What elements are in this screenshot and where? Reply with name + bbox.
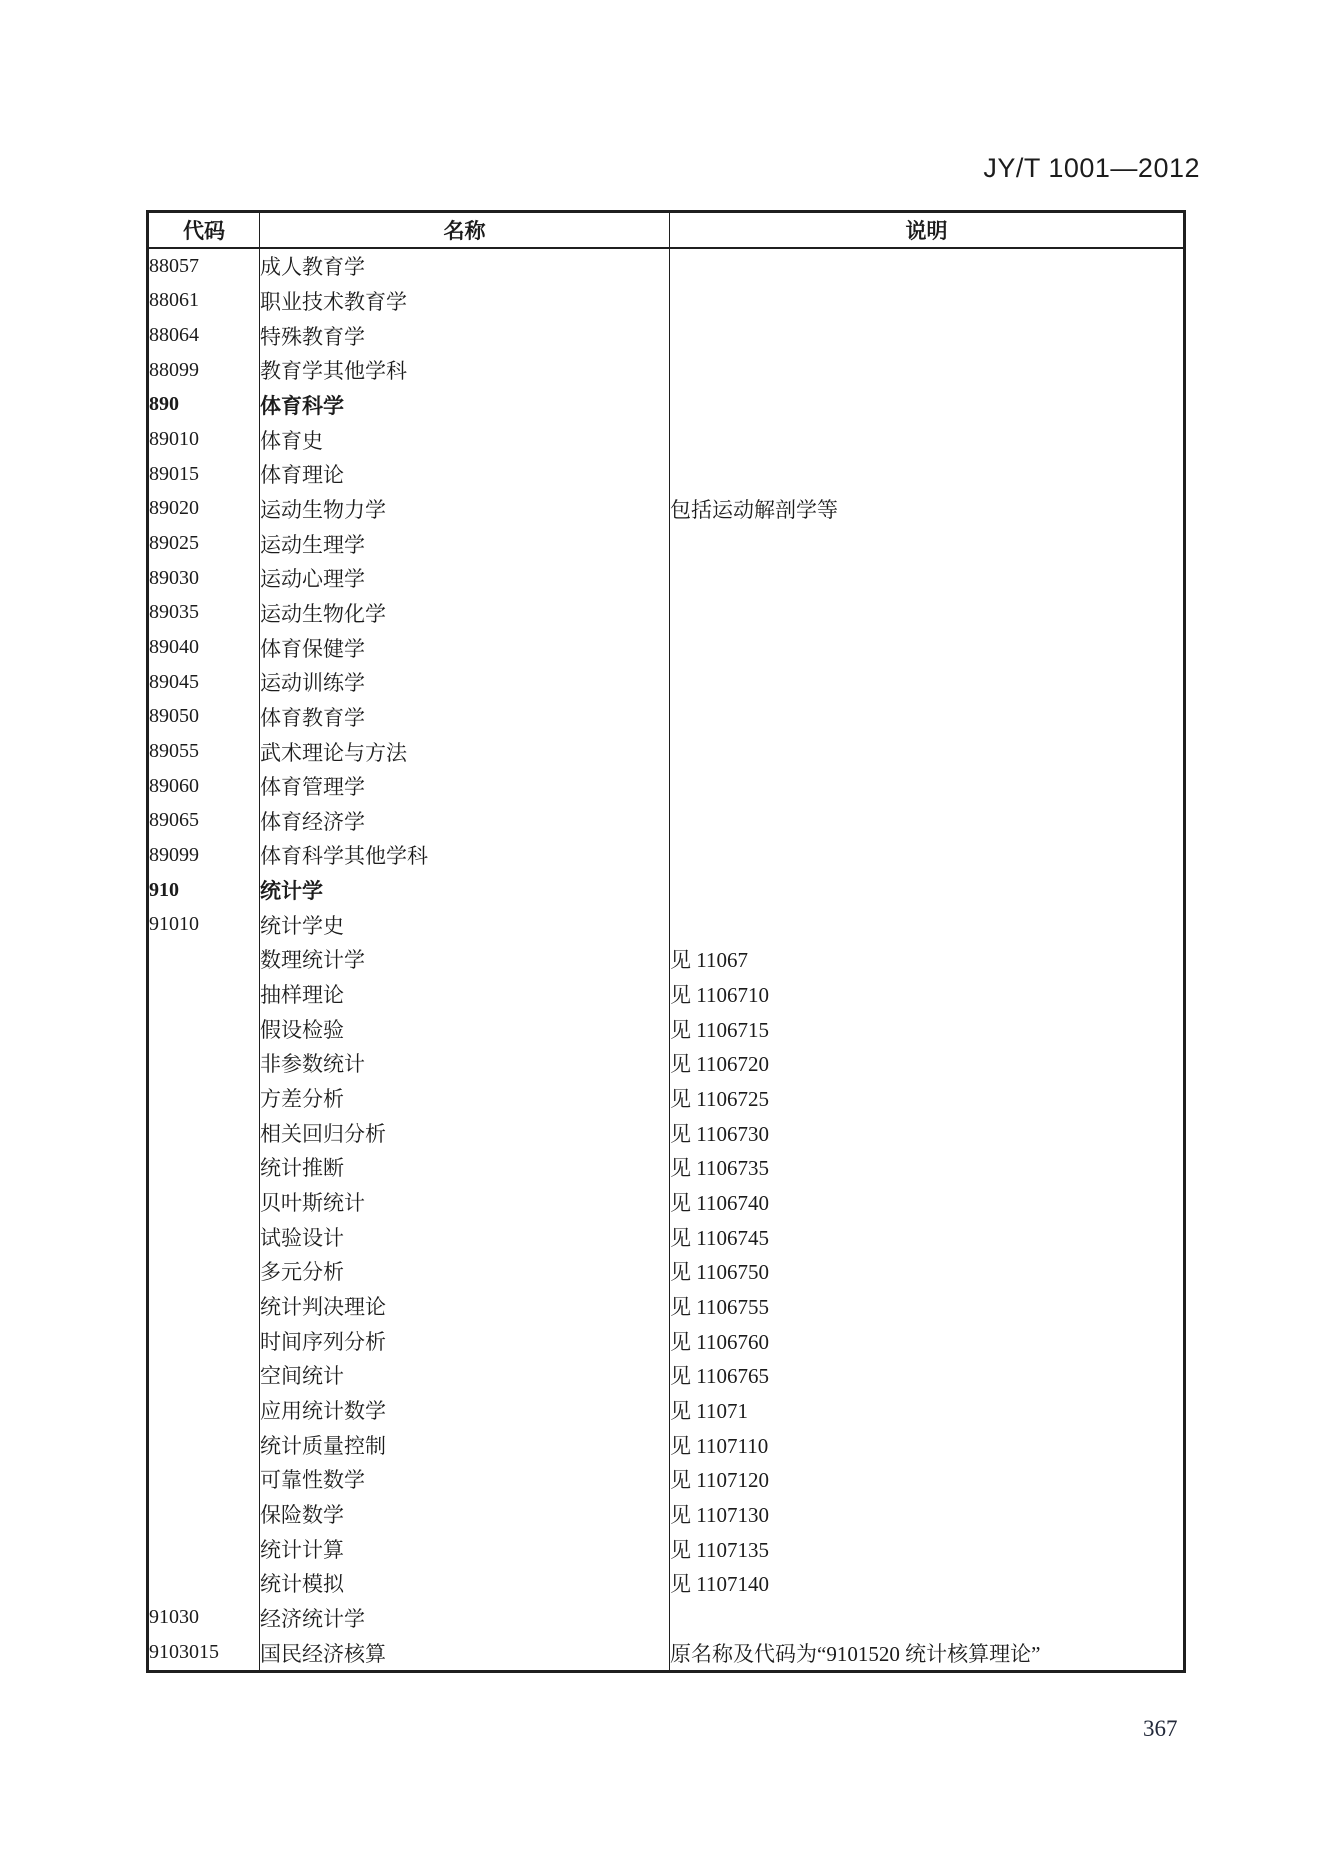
column-header-name: 名称 bbox=[260, 212, 670, 249]
cell-note bbox=[670, 1601, 1185, 1636]
cell-name: 保险数学 bbox=[260, 1497, 670, 1532]
cell-name: 体育史 bbox=[260, 422, 670, 457]
cell-note: 见 11067 bbox=[670, 942, 1185, 977]
cell-code: 91030 bbox=[149, 1606, 199, 1629]
cell-code bbox=[148, 1323, 260, 1358]
cell-name: 多元分析 bbox=[260, 1254, 670, 1289]
cell-note bbox=[670, 318, 1185, 353]
table-row bbox=[148, 700, 1185, 735]
table-row bbox=[148, 873, 1185, 908]
cell-code bbox=[148, 942, 260, 977]
cell-name: 统计学 bbox=[260, 873, 670, 908]
table-row bbox=[148, 318, 1185, 353]
table-row bbox=[148, 492, 1185, 527]
table-body bbox=[148, 248, 1185, 1671]
cell-note bbox=[670, 353, 1185, 388]
cell-name: 体育保健学 bbox=[260, 630, 670, 665]
cell-note bbox=[670, 248, 1185, 284]
cell-code: 89099 bbox=[149, 843, 199, 866]
table-row bbox=[148, 457, 1185, 492]
cell-code bbox=[148, 1115, 260, 1150]
cell-code bbox=[148, 1566, 260, 1601]
cell-note bbox=[670, 422, 1185, 457]
cell-name: 体育科学其他学科 bbox=[260, 838, 670, 873]
cell-note bbox=[670, 804, 1185, 839]
cell-note: 原名称及代码为“9101520 统计核算理论” bbox=[670, 1635, 1185, 1671]
cell-code: 89065 bbox=[149, 809, 199, 832]
cell-note: 见 1107130 bbox=[670, 1497, 1185, 1532]
cell-code bbox=[148, 1358, 260, 1393]
cell-name: 体育科学 bbox=[260, 388, 670, 423]
cell-note bbox=[670, 561, 1185, 596]
table-row bbox=[148, 248, 1185, 284]
cell-note bbox=[670, 284, 1185, 319]
cell-note: 见 1106735 bbox=[670, 1150, 1185, 1185]
column-header-code: 代码 bbox=[148, 212, 260, 249]
table-row bbox=[148, 769, 1185, 804]
table-row bbox=[148, 1081, 1185, 1116]
cell-name: 武术理论与方法 bbox=[260, 734, 670, 769]
cell-code bbox=[148, 1081, 260, 1116]
cell-name: 试验设计 bbox=[260, 1219, 670, 1254]
table-row bbox=[148, 907, 1185, 942]
cell-code bbox=[148, 1497, 260, 1532]
cell-note: 见 1107135 bbox=[670, 1531, 1185, 1566]
table-row bbox=[148, 838, 1185, 873]
cell-name: 国民经济核算 bbox=[260, 1635, 670, 1671]
table-row bbox=[148, 665, 1185, 700]
standard-number-header: JY/T 1001—2012 bbox=[983, 153, 1200, 183]
cell-note: 见 1106725 bbox=[670, 1081, 1185, 1116]
cell-note bbox=[670, 526, 1185, 561]
cell-name: 贝叶斯统计 bbox=[260, 1185, 670, 1220]
cell-code bbox=[148, 1462, 260, 1497]
cell-note: 见 1107140 bbox=[670, 1566, 1185, 1601]
table-row bbox=[148, 284, 1185, 319]
cell-note: 见 11071 bbox=[670, 1393, 1185, 1428]
cell-name: 空间统计 bbox=[260, 1358, 670, 1393]
cell-note bbox=[670, 700, 1185, 735]
cell-code bbox=[148, 1531, 260, 1566]
cell-code bbox=[148, 1427, 260, 1462]
cell-code bbox=[148, 1393, 260, 1428]
cell-name: 经济统计学 bbox=[260, 1601, 670, 1636]
cell-note bbox=[670, 665, 1185, 700]
table-row bbox=[148, 734, 1185, 769]
cell-note: 见 1106720 bbox=[670, 1046, 1185, 1081]
cell-note bbox=[670, 734, 1185, 769]
table-row bbox=[148, 1635, 1185, 1671]
cell-name: 应用统计数学 bbox=[260, 1393, 670, 1428]
cell-code: 89010 bbox=[149, 428, 199, 451]
cell-note: 见 1107110 bbox=[670, 1427, 1185, 1462]
cell-name: 统计计算 bbox=[260, 1531, 670, 1566]
cell-code bbox=[148, 1219, 260, 1254]
table-row bbox=[148, 1254, 1185, 1289]
table-row bbox=[148, 977, 1185, 1012]
table-row bbox=[148, 1115, 1185, 1150]
cell-code: 89030 bbox=[149, 566, 199, 589]
column-header-note: 说明 bbox=[670, 212, 1185, 249]
table-row bbox=[148, 422, 1185, 457]
cell-name: 方差分析 bbox=[260, 1081, 670, 1116]
cell-name: 教育学其他学科 bbox=[260, 353, 670, 388]
cell-code: 89045 bbox=[149, 670, 199, 693]
discipline-classification-table bbox=[146, 210, 1186, 1673]
cell-name: 运动心理学 bbox=[260, 561, 670, 596]
cell-name: 相关回归分析 bbox=[260, 1115, 670, 1150]
table-row bbox=[148, 1566, 1185, 1601]
cell-code: 89040 bbox=[149, 636, 199, 659]
cell-code: 890 bbox=[149, 393, 179, 416]
cell-code: 89020 bbox=[149, 497, 199, 520]
table-row bbox=[148, 353, 1185, 388]
cell-note: 见 1107120 bbox=[670, 1462, 1185, 1497]
cell-note: 见 1106765 bbox=[670, 1358, 1185, 1393]
table-row bbox=[148, 1497, 1185, 1532]
cell-code: 88099 bbox=[149, 358, 199, 381]
table-row bbox=[148, 1219, 1185, 1254]
cell-name: 统计质量控制 bbox=[260, 1427, 670, 1462]
cell-code: 9103015 bbox=[149, 1641, 219, 1664]
cell-code: 910 bbox=[149, 878, 179, 901]
cell-name: 职业技术教育学 bbox=[260, 284, 670, 319]
table-header bbox=[148, 212, 1185, 249]
cell-name: 体育管理学 bbox=[260, 769, 670, 804]
cell-code bbox=[148, 1046, 260, 1081]
cell-note: 包括运动解剖学等 bbox=[670, 492, 1185, 527]
cell-note: 见 1106745 bbox=[670, 1219, 1185, 1254]
cell-code: 88057 bbox=[149, 254, 199, 277]
cell-name: 统计学史 bbox=[260, 907, 670, 942]
table-row bbox=[148, 1601, 1185, 1636]
cell-code: 89025 bbox=[149, 532, 199, 555]
cell-note bbox=[670, 596, 1185, 631]
cell-code: 89055 bbox=[149, 740, 199, 763]
table-row bbox=[148, 526, 1185, 561]
cell-note bbox=[670, 907, 1185, 942]
cell-code: 88064 bbox=[149, 324, 199, 347]
cell-code bbox=[148, 1150, 260, 1185]
cell-note: 见 1106755 bbox=[670, 1289, 1185, 1324]
cell-code: 89060 bbox=[149, 774, 199, 797]
table-row bbox=[148, 1323, 1185, 1358]
cell-note: 见 1106730 bbox=[670, 1115, 1185, 1150]
cell-code bbox=[148, 1254, 260, 1289]
cell-note: 见 1106715 bbox=[670, 1011, 1185, 1046]
cell-name: 体育经济学 bbox=[260, 804, 670, 839]
cell-name: 特殊教育学 bbox=[260, 318, 670, 353]
cell-note bbox=[670, 838, 1185, 873]
table-row bbox=[148, 596, 1185, 631]
table-row bbox=[148, 388, 1185, 423]
cell-code: 89050 bbox=[149, 705, 199, 728]
cell-name: 成人教育学 bbox=[260, 248, 670, 284]
cell-name: 统计判决理论 bbox=[260, 1289, 670, 1324]
table-row bbox=[148, 942, 1185, 977]
cell-name: 体育理论 bbox=[260, 457, 670, 492]
cell-note: 见 1106750 bbox=[670, 1254, 1185, 1289]
cell-name: 运动生物力学 bbox=[260, 492, 670, 527]
cell-name: 抽样理论 bbox=[260, 977, 670, 1012]
cell-note bbox=[670, 769, 1185, 804]
table-row bbox=[148, 1427, 1185, 1462]
cell-note bbox=[670, 457, 1185, 492]
cell-name: 统计模拟 bbox=[260, 1566, 670, 1601]
cell-note bbox=[670, 630, 1185, 665]
table-row bbox=[148, 1531, 1185, 1566]
table-row bbox=[148, 1462, 1185, 1497]
cell-name: 统计推断 bbox=[260, 1150, 670, 1185]
table-row bbox=[148, 1393, 1185, 1428]
cell-name: 可靠性数学 bbox=[260, 1462, 670, 1497]
cell-note: 见 1106760 bbox=[670, 1323, 1185, 1358]
table-row bbox=[148, 804, 1185, 839]
cell-name: 假设检验 bbox=[260, 1011, 670, 1046]
cell-note bbox=[670, 388, 1185, 423]
cell-code: 88061 bbox=[149, 289, 199, 312]
table-row bbox=[148, 561, 1185, 596]
cell-name: 运动生理学 bbox=[260, 526, 670, 561]
cell-code bbox=[148, 1289, 260, 1324]
cell-code: 91010 bbox=[149, 913, 199, 936]
cell-name: 运动生物化学 bbox=[260, 596, 670, 631]
table-row bbox=[148, 1150, 1185, 1185]
cell-code: 89035 bbox=[149, 601, 199, 624]
cell-code bbox=[148, 1185, 260, 1220]
page-number: 367 bbox=[1143, 1716, 1178, 1741]
cell-name: 数理统计学 bbox=[260, 942, 670, 977]
table-row bbox=[148, 1011, 1185, 1046]
cell-name: 运动训练学 bbox=[260, 665, 670, 700]
cell-code: 89015 bbox=[149, 462, 199, 485]
cell-note: 见 1106740 bbox=[670, 1185, 1185, 1220]
cell-note: 见 1106710 bbox=[670, 977, 1185, 1012]
cell-name: 时间序列分析 bbox=[260, 1323, 670, 1358]
table-row bbox=[148, 1046, 1185, 1081]
cell-code bbox=[148, 977, 260, 1012]
cell-name: 体育教育学 bbox=[260, 700, 670, 735]
table-row bbox=[148, 1185, 1185, 1220]
table-row bbox=[148, 630, 1185, 665]
cell-name: 非参数统计 bbox=[260, 1046, 670, 1081]
table-header-row bbox=[148, 212, 1185, 249]
table-row bbox=[148, 1358, 1185, 1393]
table-row bbox=[148, 1289, 1185, 1324]
cell-note bbox=[670, 873, 1185, 908]
cell-code bbox=[148, 1011, 260, 1046]
